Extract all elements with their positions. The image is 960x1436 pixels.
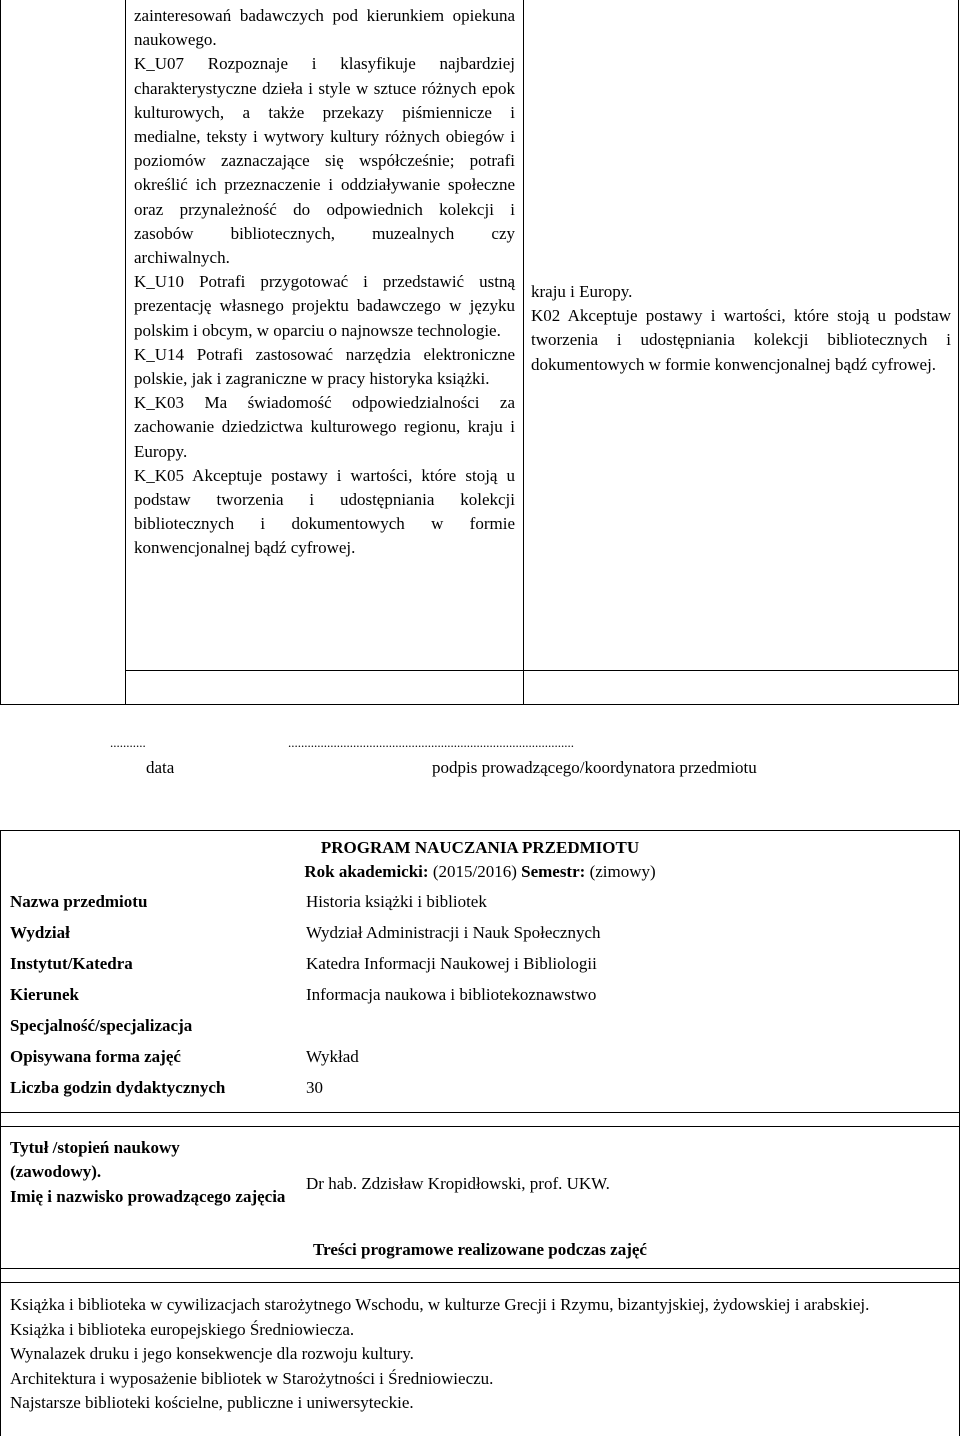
field-value: Wykład: [306, 1047, 359, 1066]
outcome-item: [531, 304, 951, 377]
field-value: Katedra Informacji Naukowej i Bibliologii: [306, 954, 597, 973]
contents-item: Najstarsze biblioteki kościelne, publiczne i uniwersyteckie.: [10, 1393, 414, 1412]
field-row: [10, 892, 950, 923]
semester-label: Semestr:: [521, 862, 586, 881]
signature-dots-right: ........................................................................................: [288, 735, 574, 750]
program-divider-3: [0, 1268, 960, 1269]
contents-item: Architektura i wyposażenie bibliotek w Starożytności i Średniowieczu.: [10, 1368, 494, 1388]
outcome-code: K_U07: [134, 54, 185, 74]
contents-item: Wynalazek druku i jego konsekwencje dla rozwoju kultury.: [10, 1344, 414, 1363]
outcome-item: [134, 464, 515, 561]
field-label: Instytut/Katedra: [10, 954, 133, 973]
teacher-title-label: Tytuł /stopień naukowy (zawodowy).: [10, 1138, 180, 1181]
field-row: [10, 1078, 950, 1109]
field-row: [10, 923, 950, 954]
teacher-value: Dr hab. Zdzisław Kropidłowski, prof. UKW.: [306, 1174, 610, 1193]
field-label: Specjalność/specjalizacja: [10, 1016, 193, 1035]
top-table-right-border: [958, 0, 959, 705]
field-row: [10, 954, 950, 985]
program-divider-2: [0, 1126, 960, 1127]
field-value: Informacja naukowa i bibliotekoznawstwo: [306, 985, 597, 1004]
contents-heading: Treści programowe realizowane podczas zajęć: [313, 1240, 647, 1259]
field-label: Nazwa przedmiotu: [10, 892, 148, 911]
intro-tail-text: zainteresowań badawczych pod kierunkiem opiekuna naukowego.: [134, 6, 515, 50]
program-title: PROGRAM NAUCZANIA PRZEDMIOTU: [320, 838, 640, 857]
outcome-item: [134, 391, 515, 464]
top-table-col-divider-2: [523, 0, 524, 705]
learning-outcomes-skills: [134, 4, 515, 561]
year-value: (2015/2016): [432, 862, 517, 881]
outcome-code: K_U10: [134, 272, 185, 292]
outcome-text: Potrafi zastosować narzędzia elektroniczne polskie, jak i zagraniczne w pracy historyka książki.: [134, 344, 516, 389]
teacher-name-label: Imię i nazwisko prowadzącego zajęcia: [10, 1187, 286, 1206]
outcome-code: K_U14: [134, 344, 185, 364]
top-table-col-divider-1: [125, 0, 126, 705]
field-value: Wydział Administracji i Nauk Społecznych: [306, 923, 601, 942]
field-label: Liczba godzin dydaktycznych: [10, 1078, 226, 1097]
learning-outcomes-competences: [531, 280, 951, 377]
year-label: Rok akademicki:: [304, 862, 429, 881]
program-left-border: [0, 830, 1, 1436]
field-value: Historia książki i bibliotek: [306, 892, 487, 911]
semester-value: (zimowy): [589, 862, 656, 881]
outcome-text: Potrafi przygotować i przedstawić ustną prezentację własnego projektu badawczego w języku polskim i obcym, w oparciu o najnowsze technologie.: [134, 272, 515, 340]
contents-list: [10, 1293, 910, 1416]
intro-tail-text: kraju i Europy.: [531, 282, 633, 301]
contents-item: Książka i biblioteka w cywilizacjach starożytnego Wschodu, w kulturze Grecji i Rzymu, bizantyjskiej, żydowskiej i arabskiej.: [10, 1295, 870, 1314]
outcome-text: Akceptuje postawy i wartości, które stoją u podstaw tworzenia i udostępniania kolekcji bibliotecznych i dokumentowych w formie konwencjonalnej bądź cyfrowej.: [531, 306, 951, 374]
field-row: [10, 1016, 950, 1047]
outcome-item: [134, 270, 515, 343]
top-table-row-line: [125, 670, 959, 671]
field-value: 30: [306, 1078, 323, 1097]
field-row: [10, 1047, 950, 1078]
top-table-bottom-border: [0, 704, 959, 705]
outcome-text: Rozpoznaje i klasyfikuje najbardziej charakterystyczne dzieła i style w sztuce różnych epok kulturowych, a także przekazy piśmiennicze i medialne, teksty i wytwory kultury różnych obiegów i poziomów zaznaczające się współcześnie; potrafi określić ich przeznaczenie i oddziaływanie społeczne oraz przynależność do odpowiednich kolekcji i zasobów bibliotecznych, muzealnych czy archiwalnych.: [134, 54, 515, 268]
program-divider-4: [0, 1282, 960, 1283]
top-table-left-border: [0, 0, 1, 705]
program-divider-1: [0, 1112, 960, 1113]
signature-dots-left: ...........: [110, 735, 146, 750]
outcome-text: Ma świadomość odpowiedzialności za zachowanie dziedzictwa kulturowego regionu, kraju i Europy.: [134, 393, 516, 461]
signer-label: podpis prowadzącego/koordynatora przedmiotu: [432, 758, 757, 777]
date-label: data: [146, 758, 175, 777]
contents-item: Książka i biblioteka europejskiego Średniowiecza.: [10, 1319, 355, 1339]
field-label: Kierunek: [10, 985, 79, 1004]
outcome-code: K02: [531, 306, 561, 326]
outcome-code: K_K05: [134, 465, 185, 485]
outcome-code: K_K03: [134, 393, 185, 413]
outcome-item: [134, 343, 515, 391]
academic-year-line: [0, 862, 960, 882]
outcome-text: Akceptuje postawy i wartości, które stoją u podstaw tworzenia i udostępniania kolekcji bibliotecznych i dokumentowych w formie konwencjonalnej bądź cyfrowej.: [134, 465, 516, 558]
field-label: Wydział: [10, 923, 70, 942]
outcome-item: [134, 52, 515, 270]
program-top-border: [0, 830, 960, 831]
field-label: Opisywana forma zajęć: [10, 1047, 181, 1066]
field-row: [10, 985, 950, 1016]
